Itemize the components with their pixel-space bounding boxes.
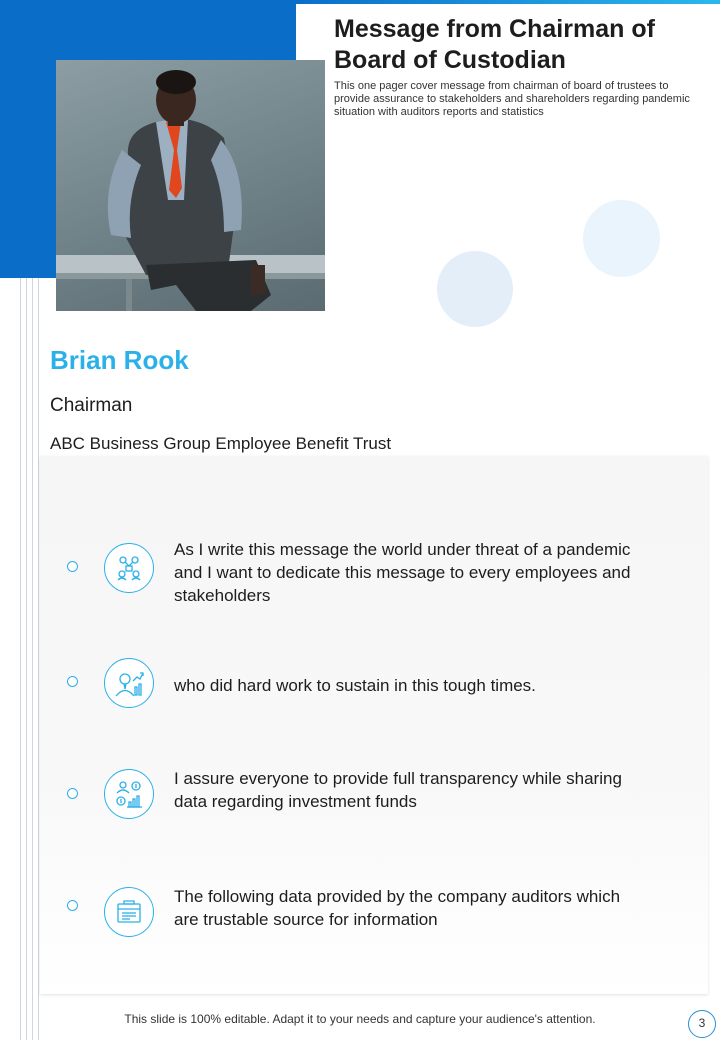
message-text: The following data provided by the company auditors which are trustable source for information <box>174 887 621 929</box>
decorative-line <box>38 278 39 1040</box>
chairman-role: Chairman <box>50 395 133 416</box>
investment-transparency-icon <box>104 769 154 819</box>
message-text: As I write this message the world under threat of a pandemic and I want to dedicate this message to every employees and stakeholders <box>174 540 631 605</box>
message-panel <box>40 456 708 994</box>
message-text: who did hard work to sustain in this tough times. <box>174 676 536 695</box>
chairman-name: Brian Rook <box>50 345 189 375</box>
decorative-circle <box>583 200 660 277</box>
decorative-line <box>20 278 21 1040</box>
people-network-icon <box>104 543 154 593</box>
person-growth-chart-icon <box>104 658 154 708</box>
bullet-dot-icon <box>67 900 78 911</box>
audit-report-icon <box>104 887 154 937</box>
page-subtitle: This one pager cover message from chairman of board of trustees to provide assurance to stakeholders and shareholders regarding pandemic situation with auditors reports and statistics <box>334 80 690 118</box>
page-title: Message from Chairman of Board of Custodian <box>334 15 655 74</box>
footer-note: This slide is 100% editable. Adapt it to your needs and capture your audience's attention. <box>124 1012 596 1026</box>
decorative-line <box>32 278 33 1040</box>
page-number: 3 <box>688 1010 716 1038</box>
chairman-photo <box>56 60 325 311</box>
chairman-photo-illustration <box>56 60 325 311</box>
decorative-line <box>26 278 27 1040</box>
bullet-dot-icon <box>67 676 78 687</box>
organization-name: ABC Business Group Employee Benefit Trust <box>50 434 392 453</box>
message-text: I assure everyone to provide full transparency while sharing data regarding investment funds <box>174 769 622 811</box>
bullet-dot-icon <box>67 788 78 799</box>
bullet-dot-icon <box>67 561 78 572</box>
decorative-circle <box>437 251 513 327</box>
top-accent-stripe <box>296 0 720 4</box>
